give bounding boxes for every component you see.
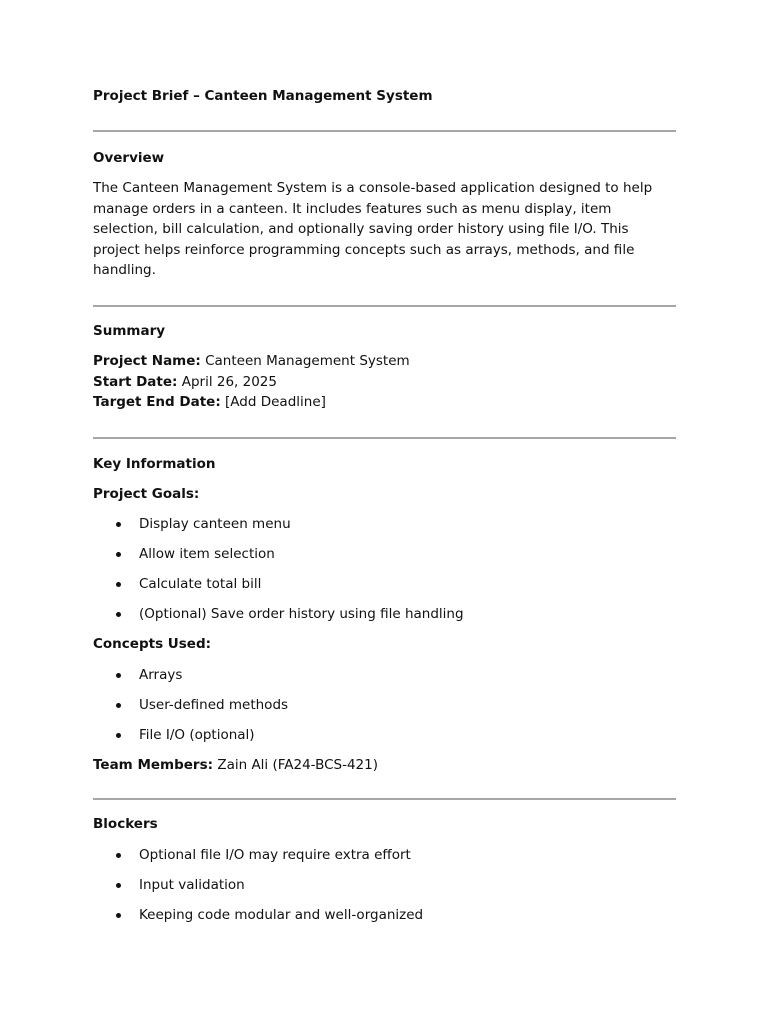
- list-item: Allow item selection: [93, 544, 676, 564]
- start-date-label: Start Date:: [93, 373, 178, 390]
- target-end-date-value: [Add Deadline]: [220, 394, 326, 411]
- team-members-value: Zain Ali (FA24-BCS-421): [213, 756, 378, 773]
- list-item: Keeping code modular and well-organized: [93, 905, 676, 925]
- bullet-icon: [116, 883, 121, 888]
- bullet-icon: [116, 582, 121, 587]
- blockers-heading: Blockers: [93, 816, 158, 833]
- list-item: (Optional) Save order history using file handling: [93, 604, 676, 624]
- concepts-used-label: Concepts Used:: [93, 635, 212, 652]
- key-information-heading: Key Information: [93, 455, 216, 472]
- project-name-row: [93, 351, 676, 372]
- project-name-label: Project Name:: [93, 352, 201, 369]
- bullet-icon: [116, 913, 121, 918]
- list-item: File I/O (optional): [93, 725, 676, 745]
- team-members-label: Team Members:: [93, 756, 214, 773]
- start-date-value: April 26, 2025: [177, 373, 277, 390]
- list-item: Arrays: [93, 665, 676, 685]
- document-content: [93, 86, 676, 925]
- list-item: Input validation: [93, 875, 676, 895]
- target-end-date-label: Target End Date:: [93, 394, 221, 411]
- list-item: User-defined methods: [93, 695, 676, 715]
- bullet-icon: [116, 853, 121, 858]
- bullet-icon: [116, 522, 121, 527]
- project-name-value: Canteen Management System: [200, 352, 410, 369]
- summary-heading: Summary: [93, 322, 166, 339]
- overview-heading: Overview: [93, 150, 165, 166]
- bullet-icon: [116, 673, 121, 678]
- bullet-icon: [116, 733, 121, 738]
- concepts-used-list: [93, 665, 676, 745]
- blockers-list: [93, 845, 676, 925]
- list-item: Calculate total bill: [93, 574, 676, 594]
- list-item: Optional file I/O may require extra effort: [93, 845, 676, 865]
- bullet-icon: [116, 552, 121, 557]
- overview-text: The Canteen Management System is a console-based application designed to help manage orders in a canteen. It includes features such as menu display, item selection, bill calculation, and optionally saving order history using file I/O. This project helps reinforce programming concepts such as arrays, methods, and file handling.: [93, 180, 653, 279]
- team-members-row: [93, 755, 676, 776]
- bullet-icon: [116, 703, 121, 708]
- project-goals-list: [93, 514, 676, 624]
- document-title: Project Brief – Canteen Management System: [93, 88, 433, 104]
- start-date-row: [93, 372, 676, 393]
- target-end-date-row: [93, 392, 676, 413]
- list-item: Display canteen menu: [93, 514, 676, 534]
- project-goals-label: Project Goals:: [93, 485, 200, 502]
- bullet-icon: [116, 612, 121, 617]
